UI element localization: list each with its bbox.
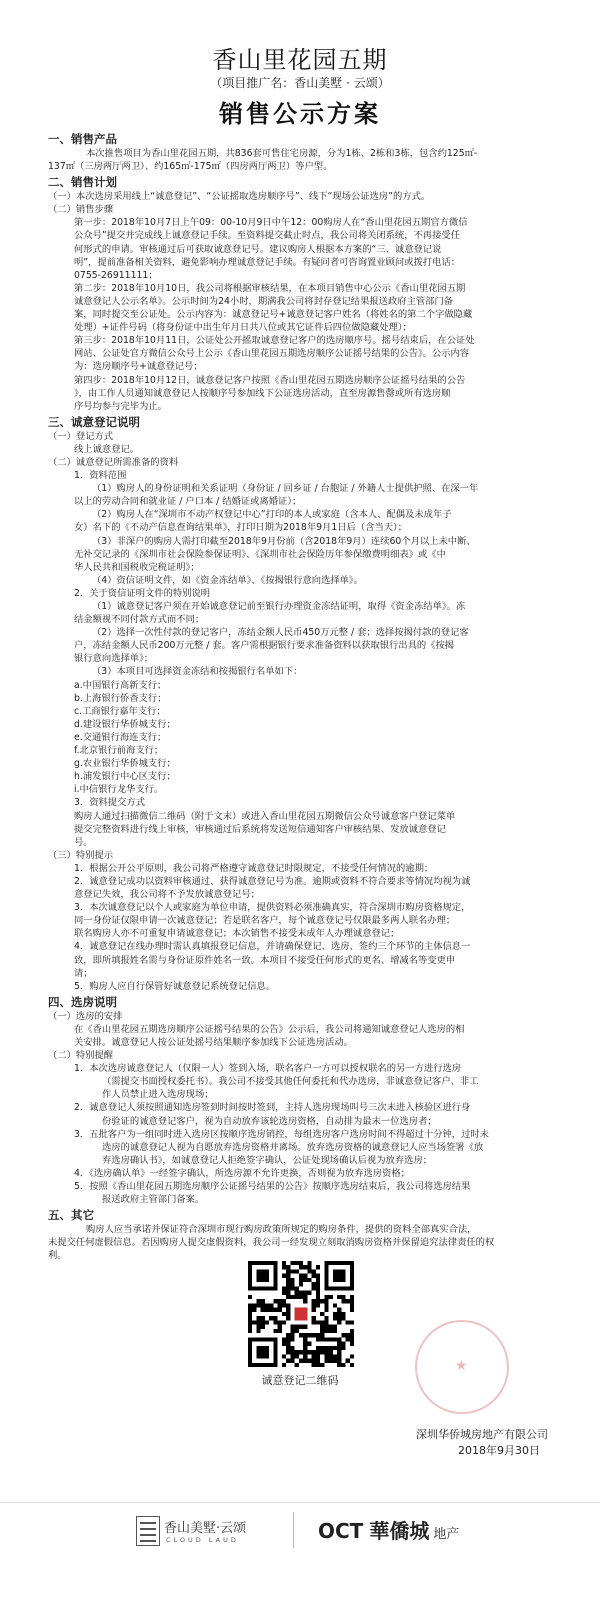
body-line: 本次推售项目为香山里花园五期，共836套可售住宅房源，分为1栋、2栋和3栋，包含约125㎡- xyxy=(86,148,478,159)
body-line: 作人员禁止进入选房现场； xyxy=(102,1089,214,1101)
section-heading: 三、诚意登记说明 xyxy=(48,414,140,429)
body-line: 0755-26911111； xyxy=(74,269,158,281)
body-line: 第二步：2018年10月10日，我公司将根据审核结果，在本项目销售中心公示《香山里花园五期 xyxy=(74,282,466,294)
body-line: 第四步：2018年10月12日，诚意登记客户按照《香山里花园五期选房顺序公证摇号结果的公告 xyxy=(74,374,466,386)
body-line: 华人民共和国税收完税证明》； xyxy=(74,561,200,573)
body-line: 同一身份证仅限申请一次诚意登记；若是联名客户，每个诚意登记号仅限最多两人联名办理； xyxy=(74,915,456,927)
body-line: 利。 xyxy=(48,1250,67,1262)
cloud-laud-logo xyxy=(136,1513,266,1551)
body-line: 3．五批客户为一组同时进入选房区按顺序选房销控，每组选房客户选房时间不得超过十分钟，过时未 xyxy=(74,1128,489,1140)
qr-code[interactable] xyxy=(248,1261,354,1367)
body-line: 以上的劳动合同和就业证 / 户口本 / 结婚证或离婚证）； xyxy=(74,496,302,508)
body-line: 户，冻结金额人民币200万元整 / 套。客户需根据银行要求准备资料以获取银行出具的《按揭 xyxy=(74,640,455,652)
section-heading: 二、销售计划 xyxy=(48,175,117,190)
body-line: 份验证的诚意登记客户，视为自动放弃该轮选房资格，自动排为最末一位选房者； xyxy=(102,1115,437,1127)
body-line: 处理）+证件号码（将身份证中出生年月日共八位或其它证件后四位做隐藏处理）； xyxy=(74,322,412,334)
body-line: 1．根据公开公平原则，我公司将严格遵守诚意登记时限规定，不接受任何情况的逾期； xyxy=(74,862,434,874)
body-line: 4．诚意登记在线办理时需认真填报登记信息，并请确保登记、选房、签约三个环节的主体信息一 xyxy=(74,941,471,953)
body-line: 137㎡（三房两厅两卫）、约165㎡-175㎡（四房两厅两卫）等户型。 xyxy=(48,161,333,173)
body-line: 联名购房人亦不可重复申请诚意登记；本次销售不接受未成年人办理诚意登记； xyxy=(74,928,400,940)
body-line: 2．诚意登记成功以资料审核通过、获得诚意登记号为准。逾期或资料不符合要求等情况均视为诚 xyxy=(74,875,471,887)
body-line: 请； xyxy=(74,967,93,979)
body-line: d.建设银行华侨城支行； xyxy=(74,718,176,730)
body-line: 弃选房确认书》，如诚意登记人拒绝签字确认，公证处现场确认后视为放弃选房； xyxy=(102,1154,433,1166)
body-line: g.农业银行华侨城支行； xyxy=(74,758,176,770)
subsection-heading: （二）销售步骤 xyxy=(48,204,114,216)
body-line: 1．资料范围 xyxy=(74,470,127,482)
body-line: 明”，提前准备相关资料，避免影响办理诚意登记手续。有疑问者可咨询置业顾问或拨打电话： xyxy=(74,256,460,268)
body-line: 4．《选房确认单》一经签字确认，所选房源不允许更换，否则视为放弃选房资格； xyxy=(74,1167,410,1179)
logo-english-name: CLOUD LAUD xyxy=(166,1536,239,1544)
subsection-heading: （一）选房的安排 xyxy=(48,1010,123,1022)
body-line: （需提交书面授权委托书）。我公司不接受其他任何委托和代办选房，非诚意登记客户、非工 xyxy=(102,1076,479,1088)
oct-logo xyxy=(318,1515,459,1544)
page-subtitle: （项目推广名：香山美墅 · 云颂） xyxy=(210,76,390,90)
company-name: 深圳华侨城房地产有限公司 xyxy=(416,1428,548,1441)
body-line: 2．诚意登记人须按照通知选房签到时间按时签到，主持人选房现场叫号三次未进入核验区进行身 xyxy=(74,1102,471,1114)
body-line: （1）诚意登记客户须在开始诚意登记前至银行办理资金冻结证明，取得《资金冻结单》。冻 xyxy=(92,601,466,612)
document-body xyxy=(48,130,558,1263)
body-line: a.中国银行高新支行； xyxy=(74,679,167,691)
body-line: 5．按照《香山里花园五期选房顺序公证摇号结果的公告》按顺序选房结束后，我公司将选房结果 xyxy=(74,1181,471,1193)
subsection-heading: （二）诚意登记所需准备的资料 xyxy=(48,456,179,468)
subsection-heading: （一）登记方式 xyxy=(48,430,114,442)
subsection-heading: （一）本次选房采用线上“诚意登记”、“公证摇取选房顺序号”、线下“现场公证选房”的方式。 xyxy=(48,191,431,203)
body-line: 网站、公证处官方微信公众号上公示《香山里花园五期选房顺序公证摇号结果的公告》。公示内容 xyxy=(74,348,470,360)
body-line: 案，同时提交至公证处。公示内容为：诚意登记号+诚意登记客户姓名（将姓名的第二个字做隐藏 xyxy=(74,309,473,321)
oct-logo-suffix: 地产 xyxy=(433,1527,460,1542)
body-line: 结金额视不同付款方式而不同； xyxy=(74,614,205,626)
body-line: 关安排。诚意登记人按公证处摇号结果顺序参加线下公证选房活动。 xyxy=(74,1037,353,1048)
body-line: 第一步：2018年10月7日上午09：00-10月9日中午12：00购房人在“香山里花园五期官方微信 xyxy=(74,217,468,229)
body-line: 致，即所填报姓名需与身份证原件姓名一致。本项目不接受任何形式的更名、增减名等变更申 xyxy=(74,954,456,966)
page-title: 香山里花园五期 xyxy=(212,46,388,74)
body-line: 5．购房人应自行保管好诚意登记系统登记信息。 xyxy=(74,980,276,992)
body-line: 第三步：2018年10月11日，公证处公开摇取诚意登记客户的选房顺序号。摇号结束后，在公证处 xyxy=(74,335,475,347)
body-line: 选房的诚意登记人视为自愿放弃选房资格并离场。放弃选房资格的诚意登记人应当场签署《放 xyxy=(102,1141,484,1153)
oct-logo-mark: OCT xyxy=(318,1519,364,1543)
oct-logo-chinese: 華僑城 xyxy=(369,1519,430,1543)
body-line: 3．本次诚意登记以个人或家庭为单位申请，提供资料必须准确真实，符合深圳市购房资格规定， xyxy=(74,902,471,914)
body-line: 为：选房顺序号+诚意登记号； xyxy=(74,361,203,373)
body-line: （4）资信证明文件，如《资金冻结单》、《按揭银行意向选择单》。 xyxy=(92,574,363,586)
body-line: 何形式的申请。审核通过后可获取诚意登记号。建议购房人根据本方案的“三、诚意登记说 xyxy=(74,243,442,255)
body-line: （1）购房人的身份证明和关系证明（身份证 / 回乡证 / 台胞证 / 外籍人士提供护照、在深一年 xyxy=(92,483,479,495)
body-line: 诚意登记人公示名单》。公示时间为24小时，期满我公司将封存登记结果报送政府主管部门备 xyxy=(74,295,454,307)
body-line: （3）非深户的购房人需打印截至2018年9月份前（含2018年9月）连续60个月以上未中断、 xyxy=(92,535,476,547)
section-heading: 四、选房说明 xyxy=(48,994,117,1009)
issue-date: 2018年9月30日 xyxy=(458,1444,540,1457)
logo-divider xyxy=(293,1512,294,1548)
body-line: （2）购房人在“深圳市不动产权登记中心”打印的本人或家庭（含本人、配偶及未成年子 xyxy=(92,509,452,521)
body-line: 银行意向选择单》； xyxy=(74,653,154,665)
body-line: 意登记失效，我公司将不予发放诚意登记号； xyxy=(74,889,260,901)
section-heading: 一、销售产品 xyxy=(48,132,117,146)
body-line: f.北京银行前海支行； xyxy=(74,745,164,757)
body-line: 在《香山里花园五期选房顺序公证摇号结果的公告》公示后，我公司将通知诚意登记人选房的相 xyxy=(74,1023,465,1035)
body-line: 序号均参与完毕为止。 xyxy=(74,400,167,412)
body-line: （2）选择一次性付款的登记客户，冻结金额人民币450万元整 / 套；选择按揭付款的登记客 xyxy=(92,627,469,639)
body-line: 2．关于资信证明文件的特别说明 xyxy=(74,587,211,599)
company-seal xyxy=(415,1320,509,1414)
body-line: e.交通银行海连支行； xyxy=(74,731,167,743)
footer-divider xyxy=(0,1502,600,1503)
body-line: 报送政府主管部门备案。 xyxy=(102,1194,205,1206)
body-line: i.中信银行龙华支行。 xyxy=(74,784,164,796)
body-line: c.工商银行嘉年支行； xyxy=(74,705,166,717)
body-line: h.浦发银行中心区支行； xyxy=(74,771,176,783)
seal-star-icon: ★ xyxy=(455,1358,468,1374)
body-line: 无补交记录的《深圳市社会保险参保证明》、《深圳市社会保险历年参保缴费明细表》或《中 xyxy=(74,548,446,560)
body-line: 提交完整资料进行线上审核，审核通过后系统将发送短信通知客户审核结果、发放诚意登记 xyxy=(74,823,446,835)
body-line: （3）本项目可选择资金冻结和按揭银行名单如下： xyxy=(92,666,303,678)
body-line: 购房人应当承诺并保证符合深圳市现行购房政策所规定的购房条件，提供的资料全部真实合法， xyxy=(86,1224,477,1236)
qr-code-label: 诚意登记二维码 xyxy=(261,1374,339,1387)
body-line: b.上海银行侨香支行； xyxy=(74,692,167,704)
body-line: 女）名下的《不动产信息查询结果单》，打印日期为2018年9月1日后（含当天）； xyxy=(74,522,407,534)
document-title: 销售公示方案 xyxy=(219,100,381,128)
body-line: 1．本次选房诚意登记人（仅限一人）签到入场，联名客户一方可以授权联名的另一方进行选房 xyxy=(74,1063,462,1075)
body-line: 公众号”提交并完成线上诚意登记手续。至资料提交截止时点，我公司将关闭系统，不再接受任 xyxy=(74,230,460,242)
subsection-heading: （三）特别提示 xyxy=(48,849,114,861)
body-line: 未提交任何虚假信息。若因购房人提交虚假资料，我公司一经发现立刻取消购房资格并保留追究法律责任的权 xyxy=(48,1237,495,1249)
body-line: 3．资料提交方式 xyxy=(74,797,145,809)
body-line: 购房人通过扫描微信二维码（附于文末）或进入香山里花园五期微信公众号诚意客户登记菜单 xyxy=(74,810,456,822)
body-line: 线上诚意登记。 xyxy=(74,443,140,455)
logo-name: 香山美墅·云颂 xyxy=(164,1521,247,1536)
body-line: 》，由工作人员通知诚意登记人按顺序号参加线下公证选房活动，直至房源售罄或所有选房顺 xyxy=(74,387,451,399)
body-line: 号。 xyxy=(74,836,93,848)
subsection-heading: （二）特别提醒 xyxy=(48,1050,114,1062)
cloud-laud-logo-icon xyxy=(136,1516,160,1546)
section-heading: 五、其它 xyxy=(48,1208,94,1223)
